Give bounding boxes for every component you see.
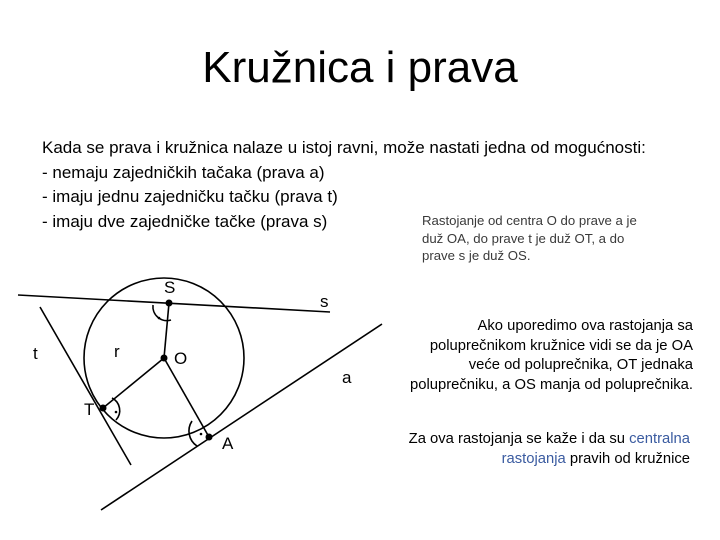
label-a: a (342, 368, 352, 387)
right-angle-mark-T (112, 398, 120, 420)
label-r: r (114, 342, 120, 361)
intro-line-2: - nemaju zajedničkih tačaka (prava a) (42, 162, 325, 182)
intro-line-3: - imaju jednu zajedničku tačku (prava t) (42, 187, 338, 206)
label-O: O (174, 349, 188, 368)
segment-OS (164, 303, 169, 358)
intro-line-4: - imaju dve zajedničke tačke (prava s) (42, 211, 328, 231)
label-S: S (164, 278, 176, 297)
segment-OA (164, 358, 209, 437)
label-s: s (320, 292, 329, 311)
label-t: t (33, 344, 38, 363)
label-T: T (84, 400, 95, 419)
angle-dot-S (158, 317, 161, 320)
point-T (100, 405, 107, 412)
line-t (40, 307, 131, 465)
point-O (161, 355, 168, 362)
intro-line-1: Kada se prava i kružnica nalaze u istoj ravni, može nastati jedna od mogućnosti: (42, 138, 646, 157)
central-distance-prefix: Za ova rastojanja se kaže i da su (408, 431, 625, 447)
central-distance-suffix: pravih od kružnice (569, 450, 690, 467)
central-distance-highlight: centralna rastojanja (501, 431, 690, 467)
angle-dot-T (115, 411, 118, 414)
label-A: A (222, 434, 234, 453)
line-s (18, 295, 330, 312)
line-a (101, 324, 382, 510)
distance-note: Rastojanje od centra O do prave a je duž OA, do prave t je duž OT, a do prave s je duž OS. (422, 213, 637, 263)
point-A (206, 434, 213, 441)
segment-OT (103, 358, 164, 408)
slide-title: Kružnica i prava (202, 43, 518, 92)
comparison-note: Ako uporedimo ova rastojanja sa poluprečnikom kružnice vidi se da je OA veće od poluprečnika, OT jednaka poluprečniku, a OS manja od poluprečnika. (410, 318, 693, 393)
point-S (166, 300, 173, 307)
angle-dot-A (200, 433, 203, 436)
